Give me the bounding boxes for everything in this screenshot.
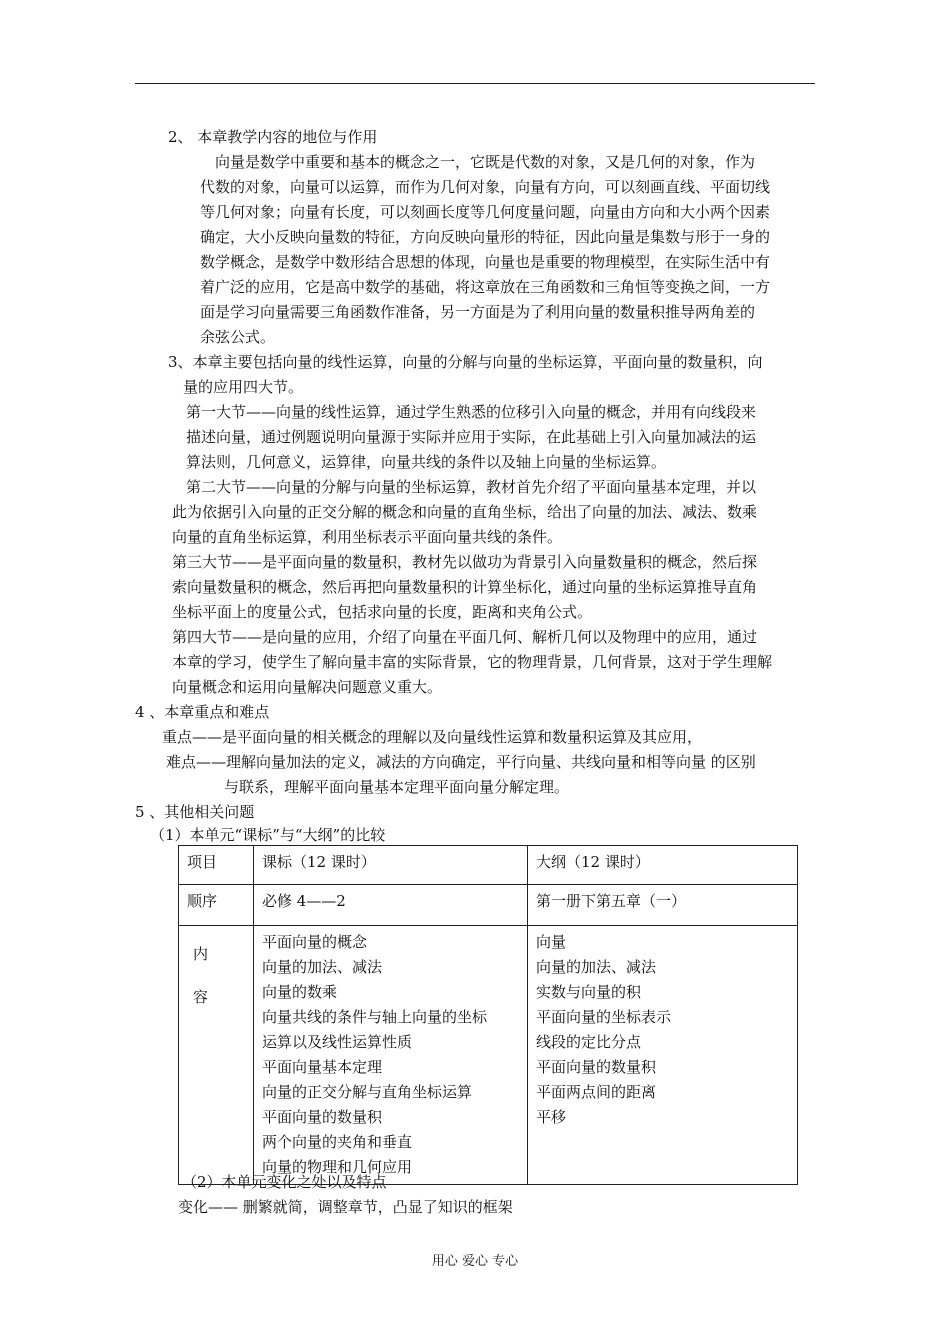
table-row: [179, 926, 798, 1185]
table-cell: 顺序: [179, 885, 254, 926]
list-item: 平面向量的数量积: [262, 1108, 383, 1126]
s2-line: 着广泛的应用，它是高中数学的基础，将这章放在三角函数和三角恒等变换之间，一方: [200, 278, 771, 296]
s2-line: 代数的对象，向量可以运算，而作为几何对象，向量有方向，可以刻画直线、平面切线: [200, 178, 771, 196]
dagang-content-cell: [528, 926, 798, 1185]
content-label-cell: 内 容: [179, 926, 254, 1185]
s2-line: 等几何对象；向量有长度，可以刻画长度等几何度量问题，向量由方向和大小两个因素: [200, 203, 771, 221]
list-item: 平面向量基本定理: [262, 1058, 383, 1076]
list-item: 向量的加法、减法: [536, 958, 657, 976]
section-4-difficulty: 难点——理解向量加法的定义，减法的方向确定，平行向量、共线向量和相等向量 的区别 与联系，理解平面向量基本定理平面向量分解定理。: [166, 753, 756, 796]
s2-line: 数学概念，是数学中数形结合思想的体现，向量也是重要的物理模型，在实际生活中有: [200, 253, 771, 271]
section-3-part-2: 第二大节——向量的分解与向量的坐标运算，教材首先介绍了平面向量基本定理，并以 此为依据引入向量的正交分解的概念和向量的直角坐标，给出了向量的加法、减法、数乘 向量的直角坐标运算，利用坐标表示平面向量共线的条件。: [172, 478, 758, 546]
table-cell: 第一册下第五章（一）: [528, 885, 798, 926]
list-item: 线段的定比分点: [536, 1033, 642, 1051]
list-item: 向量的数乘: [262, 983, 338, 1001]
kebiao-content-cell: [254, 926, 528, 1185]
section-4-heading: 4 、本章重点和难点: [135, 703, 270, 721]
section-5-heading: 5 、其他相关问题: [135, 803, 255, 821]
s2-line: 余弦公式。: [200, 328, 276, 346]
list-item: 平面向量的数量积: [536, 1058, 657, 1076]
list-item: 向量共线的条件与轴上向量的坐标: [262, 1008, 488, 1026]
list-item: 向量: [536, 933, 567, 951]
list-item: 平面两点间的距离: [536, 1083, 657, 1101]
header-rule: [135, 83, 815, 84]
table-row: [179, 885, 798, 926]
list-item: 平面向量的坐标表示: [536, 1008, 672, 1026]
list-item: 运算以及线性运算性质: [262, 1033, 413, 1051]
section-2-body: [200, 150, 770, 350]
section-5-change: 变化—— 删繁就简，调整章节，凸显了知识的框架: [178, 1198, 513, 1216]
list-item: 两个向量的夹角和垂直: [262, 1133, 413, 1151]
comparison-table: [178, 845, 798, 1185]
list-item: 向量的物理和几何应用: [262, 1158, 413, 1176]
table-row: [179, 846, 798, 885]
list-item: 平移: [536, 1108, 567, 1126]
s2-line: 确定，大小反映向量数的特征，方向反映向量形的特征，因此向量是集数与形于一身的: [200, 228, 771, 246]
section-3-intro: 3、本章主要包括向量的线性运算，向量的分解与向量的坐标运算，平面向量的数量积，向 量的应用四大节。: [168, 353, 763, 396]
section-3-part-3: 第三大节——是平面向量的数量积，教材先以做功为背景引入向量数量积的概念，然后探 索向量数量积的概念，然后再把向量数量积的计算坐标化，通过向量的坐标运算推导直角 坐标平面上的度量公式，包括求向量的长度，距离和夹角公式。: [172, 553, 758, 621]
table-header-cell: 项目: [179, 846, 254, 885]
list-item: 向量的加法、减法: [262, 958, 383, 976]
section-5-sub-1: （1）本单元“课标”与“大纲”的比较: [150, 826, 386, 844]
s2-line: 面是学习向量需要三角函数作准备，另一方面是为了利用向量的数量积推导两角差的: [200, 303, 756, 321]
section-3-part-4: 第四大节——是向量的应用，介绍了向量在平面几何、解析几何以及物理中的应用，通过 本章的学习，使学生了解向量丰富的实际背景，它的物理背景，几何背景，这对于学生理解 向量概念和运用向量解决问题意义重大。: [172, 628, 773, 696]
section-2-heading: 2、 本章教学内容的地位与作用: [168, 128, 378, 146]
list-item: 向量的正交分解与直角坐标运算: [262, 1083, 473, 1101]
table-cell: 必修 4——2: [254, 885, 528, 926]
table-header-cell: 大纲（12 课时）: [528, 846, 798, 885]
list-item: 实数与向量的积: [536, 983, 642, 1001]
s2-line: 向量是数学中重要和基本的概念之一，它既是代数的对象，又是几何的对象，作为: [200, 153, 756, 171]
section-4-key-point: 重点——是平面向量的相关概念的理解以及向量线性运算和数量积运算及其应用，: [162, 728, 703, 746]
table-header-cell: 课标（12 课时）: [254, 846, 528, 885]
page-footer: 用心 爱心 专心: [431, 1254, 519, 1269]
section-5-sub-2: （2）本单元变化之处以及特点: [182, 1173, 387, 1191]
section-3-part-1: 第一大节——向量的线性运算，通过学生熟悉的位移引入向量的概念，并用有向线段来 描述向量，通过例题说明向量源于实际并应用于实际，在此基础上引入向量加减法的运 算法则，几何意义，运算律，向量共线的条件以及轴上向量的坐标运算。: [186, 403, 757, 471]
list-item: 平面向量的概念: [262, 933, 368, 951]
